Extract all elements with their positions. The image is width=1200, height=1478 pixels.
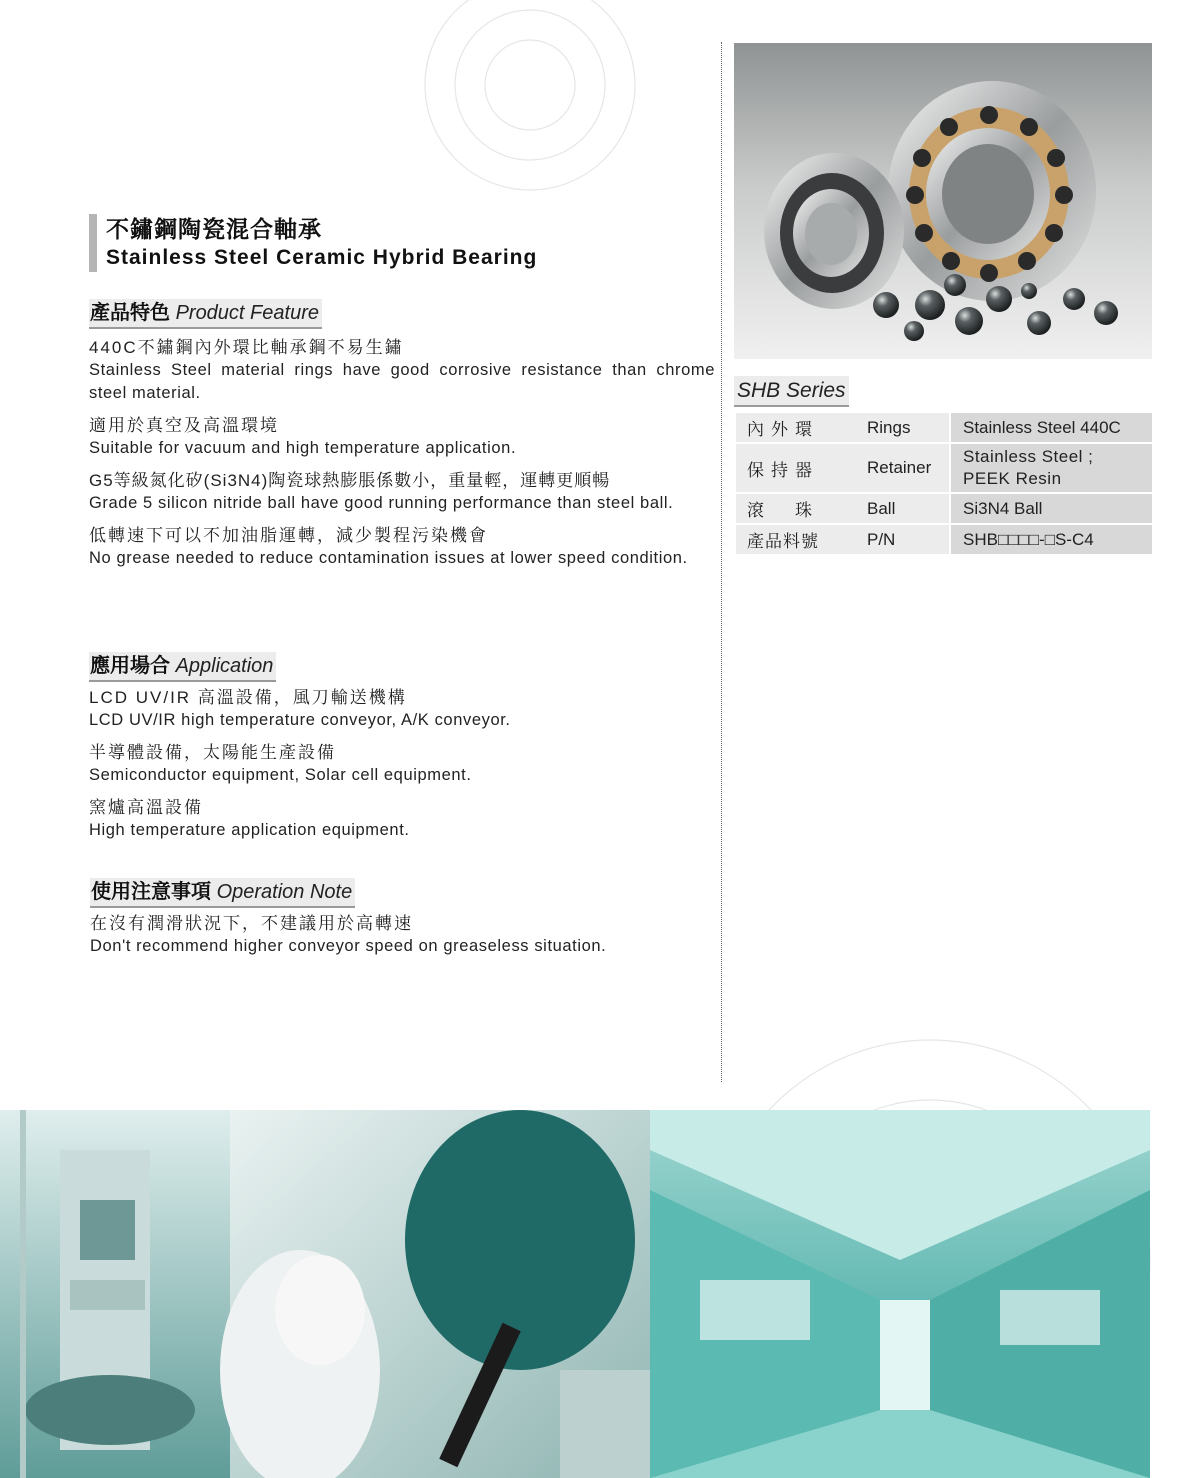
spec-key-en: Ball bbox=[859, 493, 950, 524]
feature-cn: 440C不鏽鋼內外環比軸承鋼不易生鏽 bbox=[89, 338, 404, 357]
heading-en: Product Feature bbox=[175, 302, 319, 324]
product-feature-heading bbox=[89, 299, 322, 329]
spec-key-cn: 保持器 bbox=[736, 443, 859, 493]
spec-value: Stainless Steel ; PEEK Resin bbox=[950, 443, 1152, 493]
bearing-photo bbox=[734, 43, 1152, 359]
spec-key-cn: 滾 珠 bbox=[736, 493, 859, 524]
product-feature-list bbox=[89, 336, 715, 579]
heading-en: Application bbox=[175, 655, 274, 677]
application-photo-strip bbox=[0, 1110, 1150, 1478]
feature-cn: 低轉速下可以不加油脂運轉，減少製程污染機會 bbox=[89, 526, 488, 545]
spec-value: Si3N4 Ball bbox=[950, 493, 1152, 524]
feature-item bbox=[89, 524, 715, 570]
feature-en: Stainless Steel material rings have good corrosive resistance than chrome steel material. bbox=[89, 361, 715, 402]
application-heading bbox=[89, 652, 276, 682]
table-row bbox=[736, 443, 1152, 493]
feature-cn: G5等級氮化矽(Si3N4)陶瓷球熱膨脹係數小，重量輕，運轉更順暢 bbox=[89, 471, 611, 490]
application-en: Semiconductor equipment, Solar cell equipment. bbox=[89, 766, 472, 784]
application-cn: 半導體設備，太陽能生產設備 bbox=[89, 743, 336, 762]
feature-item bbox=[89, 414, 715, 460]
heading-en: Operation Note bbox=[216, 881, 353, 903]
series-heading: SHB Series bbox=[734, 376, 849, 407]
application-cn: LCD UV/IR 高溫設備，風刀輸送機構 bbox=[89, 688, 407, 707]
application-en: High temperature application equipment. bbox=[89, 821, 410, 839]
spec-key-cn: 產品料號 bbox=[736, 524, 859, 555]
application-cn: 窯爐高溫設備 bbox=[89, 798, 203, 817]
application-item bbox=[89, 686, 715, 732]
application-en: LCD UV/IR high temperature conveyor, A/K conveyor. bbox=[89, 711, 511, 729]
application-item bbox=[89, 741, 715, 787]
column-divider bbox=[721, 42, 722, 1082]
note-item bbox=[90, 912, 716, 958]
spec-key-en: Rings bbox=[859, 413, 950, 443]
spec-key-en: Retainer bbox=[859, 443, 950, 493]
feature-cn: 適用於真空及高溫環境 bbox=[89, 416, 279, 435]
table-row bbox=[736, 524, 1152, 555]
heading-cn: 應用場合 bbox=[90, 655, 170, 677]
spec-key-en: P/N bbox=[859, 524, 950, 555]
application-item bbox=[89, 796, 715, 842]
feature-item bbox=[89, 336, 715, 405]
spec-value: SHB□□□□-□S-C4 bbox=[950, 524, 1152, 555]
spec-value: Stainless Steel 440C bbox=[950, 413, 1152, 443]
feature-en: Grade 5 silicon nitride ball have good running performance than steel ball. bbox=[89, 494, 674, 512]
feature-en: Suitable for vacuum and high temperature application. bbox=[89, 439, 517, 457]
title-english: Stainless Steel Ceramic Hybrid Bearing bbox=[106, 246, 538, 269]
application-list bbox=[89, 686, 715, 851]
operation-note-list bbox=[90, 912, 716, 967]
operation-note-heading bbox=[90, 878, 355, 908]
heading-cn: 產品特色 bbox=[90, 302, 170, 324]
spec-key-cn: 內外環 bbox=[736, 413, 859, 443]
heading-cn: 使用注意事項 bbox=[91, 881, 211, 903]
feature-item bbox=[89, 469, 715, 515]
title-chinese: 不鏽鋼陶瓷混合軸承 bbox=[106, 216, 322, 242]
note-en: Don't recommend higher conveyor speed on greaseless situation. bbox=[90, 937, 607, 955]
table-row bbox=[736, 413, 1152, 443]
feature-en: No grease needed to reduce contamination issues at lower speed condition. bbox=[89, 549, 688, 567]
table-row bbox=[736, 493, 1152, 524]
spec-table bbox=[736, 413, 1152, 556]
note-cn: 在沒有潤滑狀況下，不建議用於高轉速 bbox=[90, 914, 413, 933]
page-title bbox=[89, 214, 537, 272]
